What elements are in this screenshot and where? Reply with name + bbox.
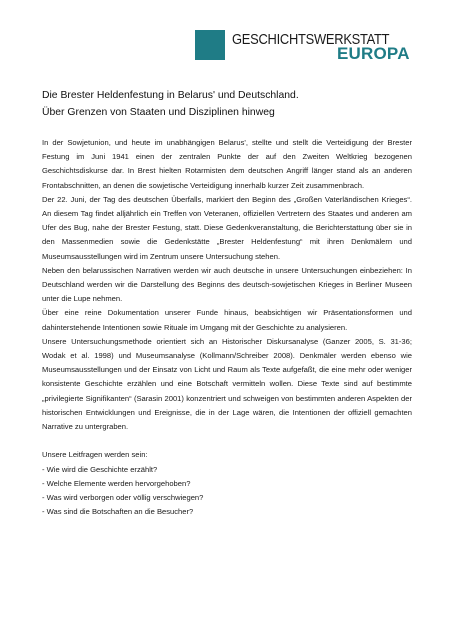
document-body: [42, 136, 412, 519]
paragraph-3: Neben den belarussischen Narrativen werden wir auch deutsche in unsere Untersuchungen einbeziehen: In Deutschland werden wir die Darstellung des Beginns des deutsch-sowjetischen Krieges in Berliner Museen unter die Lupe nehmen.: [42, 265, 412, 304]
question-item: - Was wird verborgen oder völlig verschwiegen?: [42, 493, 204, 503]
logo-square-icon: [195, 30, 225, 60]
questions-intro: Unsere Leitfragen werden sein:: [42, 450, 148, 460]
title-line1: Die Brester Heldenfestung in Belarus' und Deutschland.: [42, 90, 299, 101]
questions-list: [42, 463, 412, 520]
question-item: - Welche Elemente werden hervorgehoben?: [42, 478, 191, 488]
logo-line2: EUROPA: [337, 44, 410, 63]
document-title: [42, 87, 299, 121]
logo-line1: GESCHICHTSWERKSTATT: [232, 31, 390, 48]
paragraph-4: Über eine reine Dokumentation unserer Funde hinaus, beabsichtigen wir Präsentationsformen und dahinterstehende Intentionen sowie Rituale im Umgang mit der Geschichte zu analysieren.: [42, 308, 412, 332]
paragraph-1: In der Sowjetunion, und heute im unabhängigen Belarus', stellte und stellt die Verteidigung der Brester Festung im Juni 1941 einen der zentralen Punkte der auf den Zweiten Weltkrieg bezogenen Geschichtsdiskurse dar. In Brest hielten Rotarmisten dem deutschen Angriff länger stand als an anderen Frontabschnitten, an denen die sowjetische Verteidigung innerhalb kurzer Zeit zusammenbrach.: [42, 138, 412, 190]
question-item: - Was sind die Botschaften an die Besucher?: [42, 507, 194, 517]
logo: [195, 30, 435, 70]
paragraph-5: Unsere Untersuchungsmethode orientiert sich an Historischer Diskursanalyse (Ganzer 2005, S. 31-36; Wodak et al. 1998) und Museumsanalyse (Kollmann/Schreiber 2008). Denkmäler werden ebenso wie Museumsausstellungen und der Einsatz von Licht und Raum als Texte aufgefaßt, die eine mehr oder weniger konsistente Geschichte erzählen und eine Botschaft vermitteln wollen. Diese Texte sind auf bestimmte „privilegierte Signifikanten“ (Sarasin 2001) konzentriert und schweigen von bestimmten anderen Aspekten der historischen Entwicklungen und Ereignisse, die in der Lage wären, die Intentionen der offiziell gemachten Narrative zu untergraben.: [42, 336, 412, 432]
question-item: - Wie wird die Geschichte erzählt?: [42, 464, 158, 474]
paragraph-2: Der 22. Juni, der Tag des deutschen Überfalls, markiert den Beginn des „Großen Vaterländischen Krieges“. An diesem Tag findet alljährlich ein Treffen von Veteranen, offiziellen Vertretern des Staates und anderen am Ufer des Bug, nahe der Brester Festung, statt. Diese Gedenkveranstaltung, die Berichterstattung über sie in den Massenmedien sowie die Gedenkstätte „Brester Heldenfestung“ mit ihren Denkmälern und Museumsausstellungen wird im Zentrum unsere Untersuchung stehen.: [42, 194, 412, 261]
title-line2: Über Grenzen von Staaten und Disziplinen hinweg: [42, 107, 275, 118]
